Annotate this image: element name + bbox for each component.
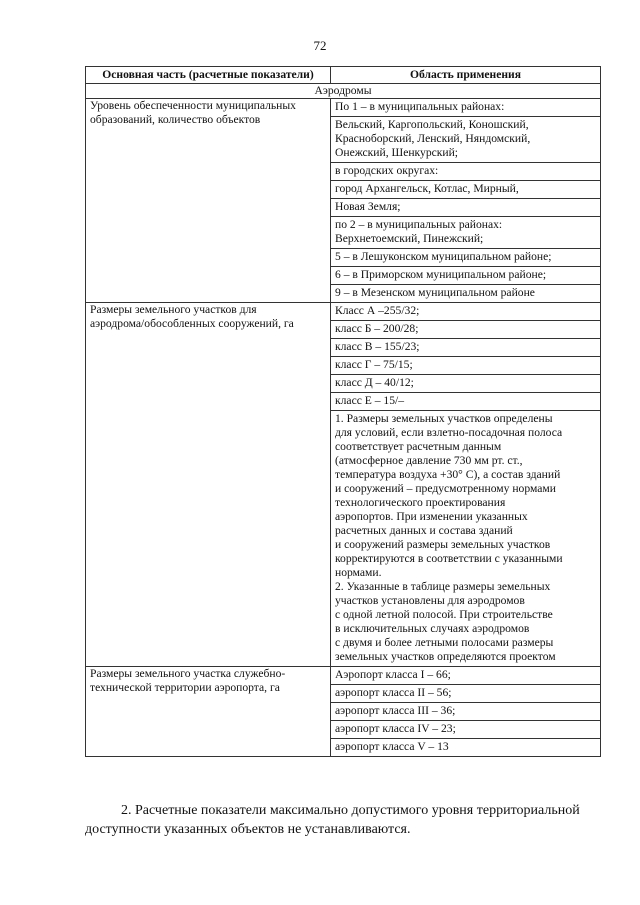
application-item [331, 285, 600, 302]
application-text: класс В – 155/23; [335, 340, 420, 353]
indicator-text: технической территории аэропорта, га [90, 681, 280, 694]
application-text: класс Г – 75/15; [335, 358, 413, 371]
indicator-text: Размеры земельного участков для [90, 303, 257, 316]
application-text: и сооружений размеры земельных участков [335, 538, 551, 551]
application-text: технологического проектирования [335, 496, 506, 509]
application-item [331, 393, 600, 411]
paragraph-line: доступности указанных объектов не устанавливаются. [85, 822, 411, 837]
application-item [331, 703, 600, 721]
application-text: расчетных данных и состава зданий [335, 524, 513, 537]
header-application-area: Область применения [331, 67, 601, 84]
application-text: земельных участков определяются проектом [335, 650, 556, 663]
application-item [331, 321, 600, 339]
application-item [331, 685, 600, 703]
application-text: класс Д – 40/12; [335, 376, 414, 389]
application-item [331, 339, 600, 357]
application-text: 6 – в Приморском муниципальном районе; [335, 268, 547, 281]
table-header-row [86, 67, 601, 84]
application-text: 5 – в Лешуконском муниципальном районе; [335, 250, 552, 263]
application-item [331, 667, 600, 685]
indicator-cell [86, 667, 331, 757]
indicator-text: аэродрома/обособленных сооружений, га [90, 317, 294, 330]
application-item [331, 249, 600, 267]
application-text: соответствует расчетным данным [335, 440, 502, 453]
application-text: 1. Размеры земельных участков определены [335, 412, 553, 425]
application-text: Аэропорт класса I – 66; [335, 668, 451, 681]
application-text: аэропорт класса II – 56; [335, 686, 452, 699]
parameters-table [85, 66, 601, 757]
application-text: Красноборский, Ленский, Няндомский, [335, 132, 531, 145]
application-cell [331, 99, 601, 303]
table-row [86, 99, 601, 303]
application-item [331, 267, 600, 285]
application-text: с одной летной полосой. При строительстве [335, 608, 553, 621]
application-text: По 1 – в муниципальных районах: [335, 100, 505, 113]
application-item [331, 303, 600, 321]
section-title: Аэродромы [86, 84, 601, 99]
application-text: аэропорт класса IV – 23; [335, 722, 456, 735]
application-text: с двумя и более летными полосами размеры [335, 636, 554, 649]
indicator-text: образований, количество объектов [90, 113, 261, 126]
application-text: для условий, если взлетно-посадочная полоса [335, 426, 563, 439]
application-text: Вельский, Каргопольский, Коношский, [335, 118, 529, 131]
application-text: Новая Земля; [335, 200, 401, 213]
application-text: в исключительных случаях аэродромов [335, 622, 530, 635]
application-item [331, 163, 600, 181]
application-text: аэропорт класса III – 36; [335, 704, 456, 717]
application-text: и сооружений – предусмотренному нормами [335, 482, 556, 495]
closing-paragraph [85, 801, 601, 839]
page-number: 72 [313, 38, 327, 53]
application-text: в городских округах: [335, 164, 439, 177]
header-main-part: Основная часть (расчетные показатели) [86, 67, 331, 84]
indicator-text: Уровень обеспеченности муниципальных [90, 99, 296, 112]
application-item [331, 217, 600, 249]
application-item [331, 375, 600, 393]
application-item [331, 181, 600, 199]
application-text: 2. Указанные в таблице размеры земельных [335, 580, 551, 593]
application-text: температура воздуха +30° С), а состав зданий [335, 468, 561, 481]
indicator-text: Размеры земельного участка служебно- [90, 667, 286, 680]
application-item [331, 721, 600, 739]
application-text: аэропорт класса V – 13 [335, 740, 449, 753]
application-text: (атмосферное давление 730 мм рт. ст., [335, 454, 523, 467]
table-row [86, 303, 601, 667]
paragraph-line: 2. Расчетные показатели максимально допустимого уровня территориальной [121, 803, 580, 818]
application-text: по 2 – в муниципальных районах: [335, 218, 503, 231]
application-text: участков установлены для аэродромов [335, 594, 525, 607]
section-row [86, 84, 601, 99]
indicator-cell [86, 303, 331, 667]
application-text: корректируются в соответствии с указанными [335, 552, 563, 565]
application-text: 9 – в Мезенском муниципальном районе [335, 286, 535, 299]
application-cell [331, 667, 601, 757]
indicator-cell [86, 99, 331, 303]
application-text: нормами. [335, 566, 382, 579]
application-text: Класс А –255/32; [335, 304, 420, 317]
application-cell [331, 303, 601, 667]
application-item [331, 199, 600, 217]
application-item [331, 117, 600, 163]
application-text: город Архангельск, Котлас, Мирный, [335, 182, 519, 195]
application-item [331, 99, 600, 117]
application-text: класс Б – 200/28; [335, 322, 419, 335]
application-item [331, 739, 600, 756]
application-item [331, 357, 600, 375]
application-text: класс Е – 15/– [335, 394, 405, 407]
application-text: Верхнетоемский, Пинежский; [335, 232, 484, 245]
application-item [331, 411, 600, 666]
application-text: Онежский, Шенкурский; [335, 146, 459, 159]
table-row [86, 667, 601, 757]
application-text: аэропортов. При изменении указанных [335, 510, 528, 523]
